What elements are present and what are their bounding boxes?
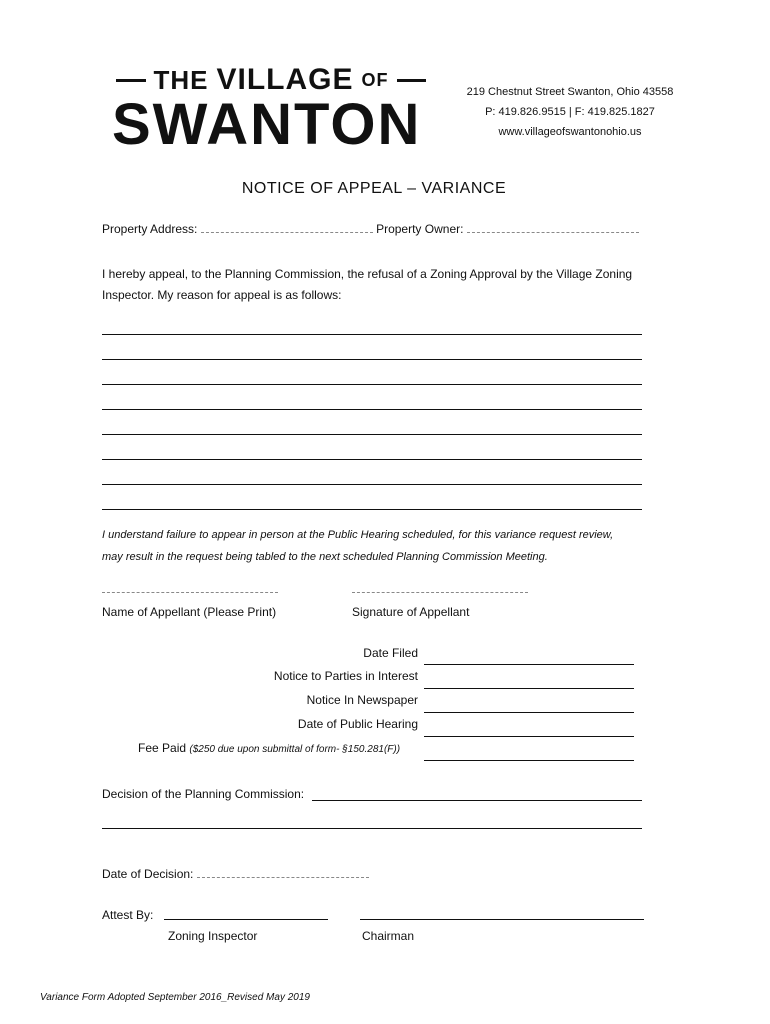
contact-address: 219 Chestnut Street Swanton, Ohio 43558 (466, 86, 674, 98)
date-decision-field[interactable] (197, 877, 369, 878)
notice-parties-field[interactable] (424, 688, 634, 689)
name-field[interactable] (102, 592, 278, 593)
logo-swanton: SWANTON (112, 92, 422, 157)
reason-line-3[interactable] (102, 384, 642, 385)
contact-phone: P: 419.826.9515 | F: 419.825.1827 (485, 106, 655, 118)
logo-the: THE (153, 64, 209, 95)
form-title: NOTICE OF APPEAL – VARIANCE (241, 180, 507, 197)
footer-text: Variance Form Adopted September 2016_Revised May 2019 (40, 992, 310, 1003)
fee-paid-label: Fee Paid (138, 741, 187, 755)
zoning-inspector-label: Zoning Inspector (168, 929, 258, 943)
notice-newspaper-label: Notice In Newspaper (306, 693, 418, 707)
reason-line-6[interactable] (102, 459, 642, 460)
chairman-signature-field[interactable] (360, 919, 644, 920)
appeal-text (102, 264, 662, 306)
decision-label: Decision of the Planning Commission: (102, 787, 305, 801)
signature-label: Signature of Appellant (352, 605, 470, 619)
notice-text (102, 524, 662, 568)
reason-line-5[interactable] (102, 434, 642, 435)
chairman-label: Chairman (362, 929, 415, 943)
notice-parties-label: Notice to Parties in Interest (273, 669, 418, 683)
fee-paid-field[interactable] (424, 760, 634, 761)
zoning-inspector-signature-field[interactable] (164, 919, 328, 920)
appeal-text-line1: I hereby appeal, to the Planning Commission, the refusal of a Zoning Approval by the Village Zoning (102, 267, 633, 281)
fee-paid-note: ($250 due upon submittal of form- §150.281(F)) (189, 744, 401, 755)
date-hearing-label: Date of Public Hearing (297, 717, 418, 731)
reason-line-1[interactable] (102, 334, 642, 335)
contact-block (440, 82, 700, 142)
attest-label: Attest By: (102, 908, 154, 922)
signature-field[interactable] (352, 592, 528, 593)
notice-newspaper-field[interactable] (424, 712, 634, 713)
logo-rule-right (397, 79, 427, 82)
name-label: Name of Appellant (Please Print) (102, 605, 277, 619)
notice-line2: may result in the request being tabled to the next scheduled Planning Commission Meeting. (102, 551, 548, 563)
property-address-field[interactable] (201, 232, 373, 233)
reason-line-2[interactable] (102, 359, 642, 360)
date-hearing-field[interactable] (424, 736, 634, 737)
property-owner-field[interactable] (467, 232, 639, 233)
reason-line-4[interactable] (102, 409, 642, 410)
notice-line1: I understand failure to appear in person at the Public Hearing scheduled, for this variance request review, (102, 529, 614, 541)
property-row (102, 222, 662, 236)
decision-field-2[interactable] (102, 828, 642, 829)
contact-website: www.villageofswantonohio.us (498, 126, 642, 138)
fee-paid-row (138, 741, 422, 755)
appeal-text-line2: Inspector. My reason for appeal is as follows: (102, 288, 342, 302)
date-decision-row (102, 867, 369, 881)
property-address-label: Property Address: (102, 222, 198, 236)
date-filed-label: Date Filed (363, 646, 418, 660)
logo-rule-left (116, 79, 146, 82)
logo-of: OF (361, 69, 389, 90)
date-decision-label: Date of Decision: (102, 867, 194, 881)
property-owner-label: Property Owner: (376, 222, 464, 236)
reason-line-8[interactable] (102, 509, 642, 510)
date-filed-field[interactable] (424, 664, 634, 665)
reason-line-7[interactable] (102, 484, 642, 485)
logo-village: VILLAGE (216, 63, 354, 96)
decision-field-1[interactable] (312, 800, 642, 801)
